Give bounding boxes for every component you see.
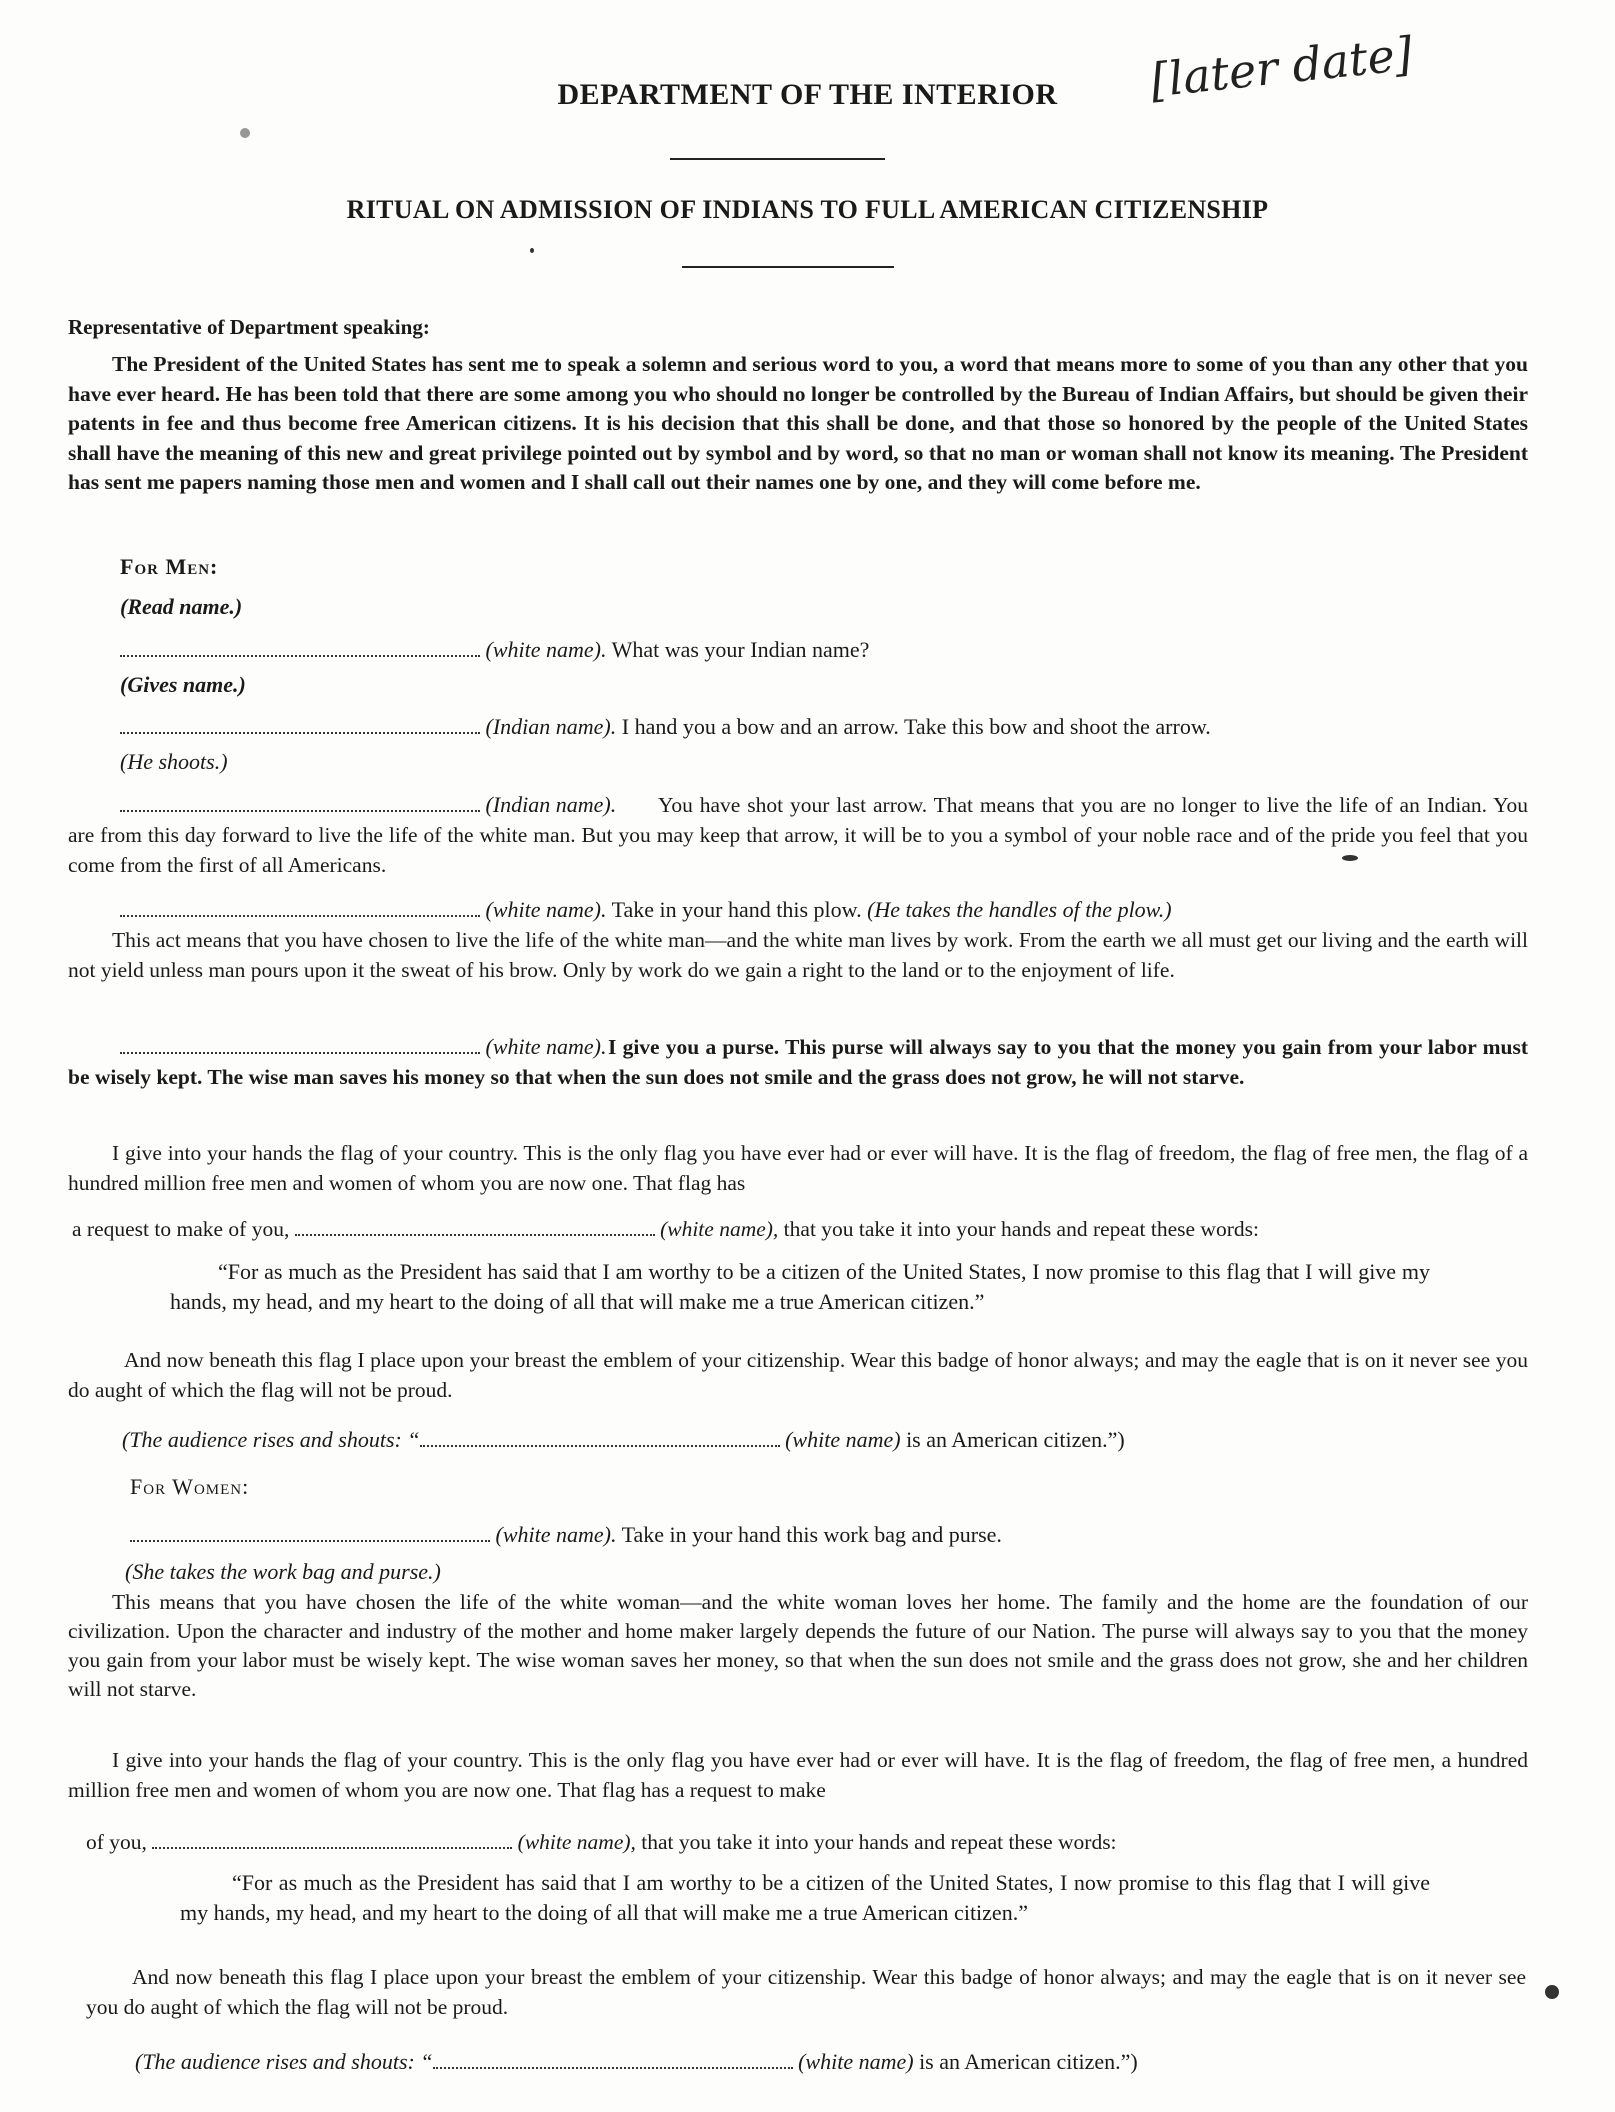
plow-paragraph: This act means that you have chosen to live the life of the white man—and the white man lives by work. From the earth we all must get our living and the earth will not yield unless man pours upon it the sweat of his brow. Only by work do we gain a right to the land or to the enjoyment of life.: [68, 928, 1528, 982]
scan-speck: [1342, 855, 1358, 861]
audience-text-end: is an American citizen.”): [906, 1427, 1125, 1452]
bag-instruction: Take in your hand this work bag and purse.: [621, 1522, 1002, 1547]
men-flag-paragraph: I give into your hands the flag of your country. This is the only flag you have ever had or ever will have. It is the flag of freedom, the flag of free men, the flag of a hundred million free men and women of whom you are now one. That flag has: [68, 1141, 1528, 1195]
white-name-tag: (white name): [798, 2049, 914, 2074]
read-name-cue: (Read name.): [120, 594, 243, 619]
title-divider-2: [682, 266, 894, 268]
name-blank: [433, 2049, 793, 2069]
name-blank: [130, 1522, 490, 1542]
audience-text: (The audience rises and shouts: “: [122, 1427, 420, 1452]
handwritten-annotation: [later date]: [1147, 26, 1416, 108]
request-text: a request to make of you,: [72, 1217, 290, 1241]
women-flag-paragraph: I give into your hands the flag of your country. This is the only flag you have ever had or ever will have. It is the flag of freedom, the flag of free men, a hundred million free men and women of whom you are now one. That flag has a request to make: [68, 1748, 1528, 1802]
department-title: DEPARTMENT OF THE INTERIOR: [557, 78, 1058, 111]
bow-instruction: I hand you a bow and an arrow. Take this bow and shoot the arrow.: [621, 714, 1211, 739]
scan-speck: [1545, 1985, 1559, 1999]
name-blank: [152, 1829, 512, 1849]
women-audience-line: [135, 2047, 1138, 2077]
home-paragraph: This means that you have chosen the life of the white woman—and the white woman loves her home. The family and the home are the foundation of our civilization. Upon the character and industry of the mother and home maker largely depends the future of our Nation. The purse will always say to you that the money you gain from your labor must be wisely kept. The wise woman saves her money, so that when the sun does not smile and the grass does not grow, she and her children will not starve.: [68, 1590, 1528, 1701]
name-blank: [295, 1216, 655, 1236]
audience-text: (The audience rises and shouts: “: [135, 2049, 433, 2074]
white-name-tag: (white name).: [495, 1522, 617, 1547]
speaker-label: Representative of Department speaking:: [68, 315, 430, 339]
request-text: of you,: [86, 1830, 147, 1854]
scan-speck: [530, 248, 534, 253]
women-line-bag: [130, 1520, 1002, 1550]
purse-paragraph: I give you a purse. This purse will always say to you that the money you gain from your labor must be wisely kept. The wise man saves his money so that when the sun does not smile and the grass does not grow, he will not starve.: [68, 1035, 1528, 1089]
women-request-line: [86, 1827, 1117, 1857]
intro-paragraph: The President of the United States has sent me to speak a solemn and serious word to you, a word that means more to some of you than any other that you have ever heard. He has been told that there are some among you who should no longer be controlled by the Bureau of Indian Affairs, but should be given their patents in fee and thus become free American citizens. It is his decision that this shall be done, and that those so honored by the people of the United States shall have the meaning of this new and great privilege pointed out by symbol and by word, so that no man or woman shall not know its meaning. The President has sent me papers naming those men and women and I shall call out their names one by one, and they will come before me.: [68, 352, 1528, 494]
white-name-tag: (white name).: [485, 1034, 607, 1059]
white-name-tag: (white name): [785, 1427, 901, 1452]
men-request-line: [72, 1214, 1259, 1244]
white-name-tag: (white name),: [660, 1217, 779, 1241]
men-line-plow: [120, 895, 1172, 925]
indian-name-tag: (Indian name).: [485, 792, 617, 817]
name-blank: [120, 637, 480, 657]
women-oath: “For as much as the President has said that I am worthy to be a citizen of the United States, I now promise to this flag that I will give my hands, my head, and my heart to the doing of all that will make me a true American citizen.”: [180, 1870, 1430, 1925]
white-name-tag: (white name),: [517, 1830, 636, 1854]
white-name-tag: (white name).: [485, 897, 607, 922]
white-name-tag: (white name).: [485, 637, 607, 662]
he-shoots-cue: (He shoots.): [120, 749, 228, 774]
men-line-bow: [120, 712, 1211, 742]
scan-speck: [240, 128, 250, 138]
indian-name-question: What was your Indian name?: [611, 637, 870, 662]
audience-text-end: is an American citizen.”): [919, 2049, 1138, 2074]
name-blank: [120, 897, 480, 917]
request-text-end: that you take it into your hands and repeat these words:: [641, 1830, 1117, 1854]
men-oath: “For as much as the President has said that I am worthy to be a citizen of the United States, I now promise to this flag that I will give my hands, my head, and my heart to the doing of all that will make me a true American citizen.”: [170, 1259, 1430, 1314]
plow-instruction: Take in your hand this plow.: [611, 897, 862, 922]
men-badge-paragraph: And now beneath this flag I place upon your breast the emblem of your citizenship. Wear this badge of honor always; and may the eagle that is on it never see you do aught of which the flag will not be proud.: [68, 1348, 1528, 1402]
she-takes-cue: (She takes the work bag and purse.): [125, 1559, 441, 1584]
gives-name-cue: (Gives name.): [120, 672, 246, 697]
request-text-end: that you take it into your hands and repeat these words:: [783, 1217, 1259, 1241]
last-arrow-paragraph: You have shot your last arrow. That means that you are no longer to live the life of an Indian. You are from this day forward to live the life of the white man. But you may keep that arrow, it will be to you a symbol of your noble race and of the pride you feel that you come from the first of all Americans.: [68, 793, 1528, 877]
title-divider: [670, 158, 885, 160]
women-heading: For Women:: [130, 1474, 250, 1499]
men-audience-line: [122, 1425, 1125, 1455]
ritual-title: RITUAL ON ADMISSION OF INDIANS TO FULL AMERICAN CITIZENSHIP: [346, 195, 1269, 224]
name-blank: [420, 1427, 780, 1447]
men-heading: For Men:: [120, 554, 219, 579]
men-line-white-name-1: [120, 635, 869, 665]
plow-action-cue: (He takes the handles of the plow.): [867, 897, 1172, 922]
women-badge-paragraph: And now beneath this flag I place upon your breast the emblem of your citizenship. Wear this badge of honor always; and may the eagle that is on it never see you do aught of which the flag will not be proud.: [86, 1965, 1526, 2019]
indian-name-tag: (Indian name).: [485, 714, 617, 739]
name-blank: [120, 714, 480, 734]
